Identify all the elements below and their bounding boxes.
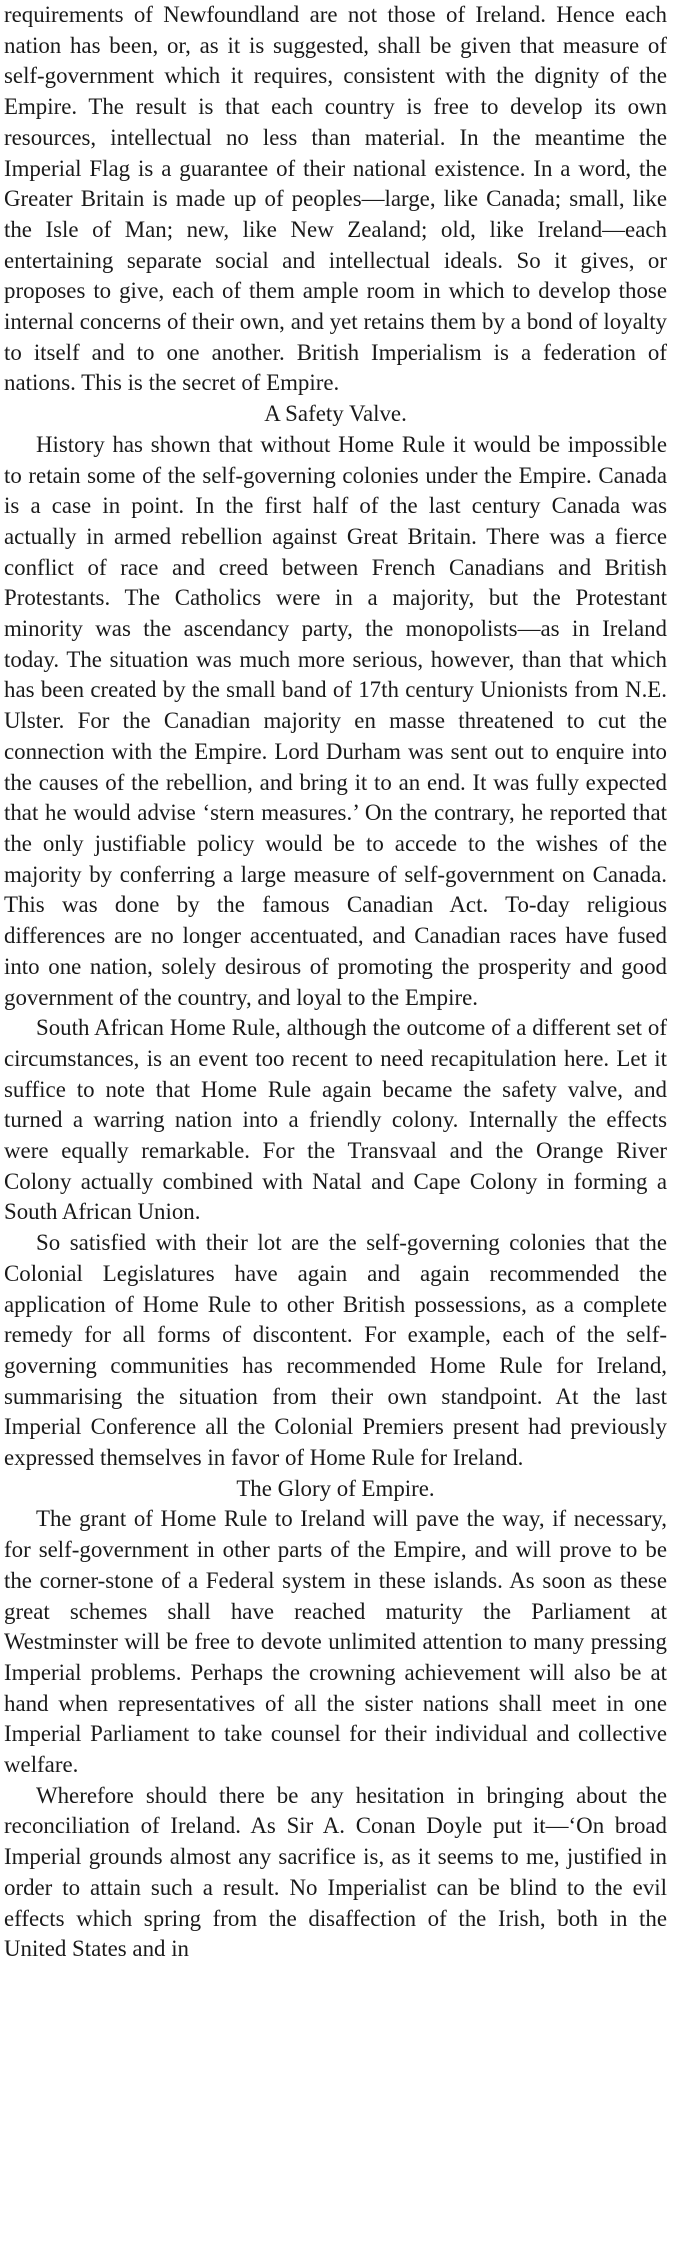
body-paragraph: Wherefore should there be any hesitation in bringing about the reconciliation of Ireland. As Sir A. Conan Doyle put it—‘On broad Imperial grounds almost any sacrifice is, as it seems to me, justified in order to attain such a result. No Imperialist can be blind to the evil effects which spring from the disaffection of the Irish, both in the United States and in xyxy=(4,1782,667,1962)
body-paragraph: requirements of Newfoundland are not those of Ireland. Hence each nation has been, or, as it is suggested, shall be given that measure of self-government which it requires, consistent with the dignity of the Empire. The result is that each country is free to develop its own resources, intellectual no less than material. In the meantime the Imperial Flag is a guarantee of their national existence. In a word, the Greater Britain is made up of peoples—large, like Canada; small, like the Isle of Man; new, like New Zealand; old, like Ireland—each entertaining separate social and intellectual ideals. So it gives, or proposes to give, each of them ample room in which to develop those internal concerns of their own, and yet retains them by a bond of loyalty to itself and to one another. British Imperialism is a federation of nations. This is the secret of Empire. xyxy=(4,2,667,396)
body-paragraph: So satisfied with their lot are the self-governing colonies that the Colonial Legislatures have again and again recommended the application of Home Rule to other British possessions, as a complete remedy for all forms of discontent. For example, each of the self-governing communities has recommended Home Rule for Ireland, summarising the situation from their own standpoint. At the last Imperial Conference all the Colonial Premiers present had previously expressed themselves in favor of Home Rule for Ireland. xyxy=(4,1230,667,1471)
body-paragraph: South African Home Rule, although the outcome of a different set of circumstances, is an event too recent to need recapitulation here. Let it suffice to note that Home Rule again became the safety valve, and turned a warring nation into a friendly colony. Internally the effects were equally remarkable. For the Transvaal and the Orange River Colony actually combined with Natal and Cape Colony in forming a South African Union. xyxy=(4,1015,667,1225)
body-paragraph: History has shown that without Home Rule it would be impossible to retain some of the self-governing colonies under the Empire. Canada is a case in point. In the first half of the last century Canada was actually in armed rebellion against Great Britain. There was a fierce conflict of race and creed between French Canadians and British Protestants. The Catholics were in a majority, but the Protestant minority was the ascendancy party, the monopolists—as in Ireland today. The situation was much more serious, however, than that which has been created by the small band of 17th century Unionists from N.E. Ulster. For the Canadian majority en masse threatened to cut the connection with the Empire. Lord Durham was sent out to enquire into the causes of the rebellion, and bring it to an end. It was fully expected that he would advise ‘stern measures.’ On the contrary, he reported that the only justifiable policy would be to accede to the wishes of the majority by conferring a large measure of self-government on Canada. This was done by the famous Canadian Act. To-day religious differences are no longer accentuated, and Canadian races have fused into one nation, solely desirous of promoting the prosperity and good government of the country, and loyal to the Empire. xyxy=(4,431,667,1010)
section-heading: A Safety Valve. xyxy=(264,401,407,427)
body-paragraph: The grant of Home Rule to Ireland will pave the way, if necessary, for self-government in other parts of the Empire, and will prove to be the corner-stone of a Federal system in these islands. As soon as these great schemes shall have reached maturity the Parliament at Westminster will be free to devote unlimited attention to many pressing Imperial problems. Perhaps the crowning achievement will also be at hand when representatives of all the sister nations shall meet in one Imperial Parliament to take counsel for their individual and collective welfare. xyxy=(4,1506,667,1778)
section-heading: The Glory of Empire. xyxy=(236,1475,435,1501)
